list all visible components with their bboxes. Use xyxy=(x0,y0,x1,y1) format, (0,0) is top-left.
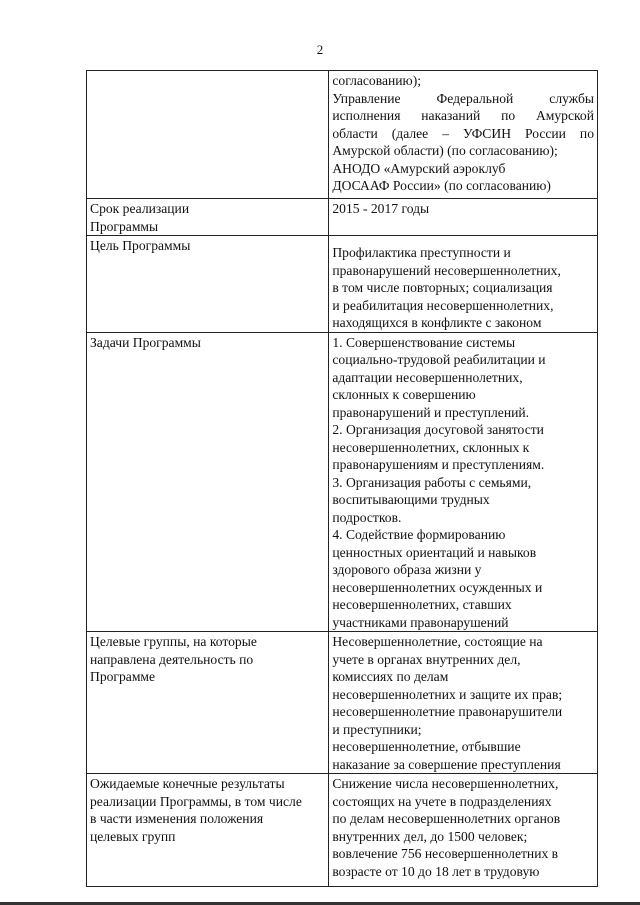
text-line: несовершеннолетних и защите их прав; xyxy=(332,686,563,702)
text-line: подростков. xyxy=(332,509,402,525)
text-line: 2. Организация досуговой занятости xyxy=(332,422,544,437)
text-line: и реабилитация несовершеннолетних, xyxy=(332,297,554,313)
text-line: вовлечение 756 несовершеннолетних в xyxy=(332,846,559,861)
text-line: наказание за совершение преступления xyxy=(332,756,561,772)
table-row xyxy=(87,332,598,632)
row-label: целевых групп xyxy=(90,828,176,844)
text-line: адаптации несовершеннолетних, xyxy=(332,369,523,385)
text-line: несовершеннолетних, ставших xyxy=(332,597,512,612)
text-line: социально-трудовой реабилитации и xyxy=(332,352,546,367)
row-label: Задачи Программы xyxy=(90,334,201,350)
text-line: несовершеннолетние правонарушители xyxy=(332,704,563,719)
tasks-label-cell xyxy=(87,332,329,632)
row-label: в части изменения положения xyxy=(90,811,264,826)
program-passport-table xyxy=(86,70,598,887)
text-line: склонных к совершению xyxy=(332,387,476,402)
text-line: исполнения наказаний по Амурской xyxy=(332,108,594,123)
row-label: Программе xyxy=(90,669,156,684)
table-row xyxy=(87,774,598,887)
text-line: несовершеннолетние, отбывшие xyxy=(332,739,521,754)
text-line: участниками правонарушений xyxy=(332,614,509,630)
row-label: Срок реализации xyxy=(90,201,190,216)
row-label: Программы xyxy=(90,218,159,234)
text-line: ДОСААФ России» (по согласованию) xyxy=(332,178,551,193)
text-line: 4. Содействие формированию xyxy=(332,527,506,542)
goal-value-cell xyxy=(329,236,598,333)
row-label: Ожидаемые конечные результаты xyxy=(90,776,285,791)
target-groups-value-cell xyxy=(329,632,598,774)
row-label: Целевые группы, на которые xyxy=(90,634,257,649)
page-number: 2 xyxy=(316,42,324,57)
text-line: Несовершеннолетние, состоящие на xyxy=(332,634,543,649)
text-line: Снижение числа несовершеннолетних, xyxy=(332,776,559,791)
results-label-cell xyxy=(87,774,329,887)
text-line: Управление Федеральной службы xyxy=(332,90,594,106)
text-line: в том числе повторных; социализация xyxy=(332,280,553,295)
text-line: находящихся в конфликте с законом xyxy=(332,315,542,330)
row-label-empty xyxy=(87,71,329,199)
text-line: возрасте от 10 до 18 лет в трудовую xyxy=(332,863,540,879)
text-line: согласованию); xyxy=(332,73,422,88)
text-line: несовершеннолетних осужденных и xyxy=(332,579,543,595)
term-value: 2015 - 2017 годы xyxy=(332,201,430,216)
text-line: комиссиях по делам xyxy=(332,669,449,684)
text-line: и преступники; xyxy=(332,721,422,737)
goal-label-cell xyxy=(87,236,329,333)
text-line: правонарушений и преступлений. xyxy=(332,404,530,420)
text-line: Амурской области) (по согласованию); xyxy=(332,143,558,158)
text-line: внутренних дел, до 1500 человек; xyxy=(332,828,528,844)
term-value-cell xyxy=(329,199,598,236)
text-line: правонарушениям и преступлениям. xyxy=(332,457,545,472)
table-row xyxy=(87,71,598,199)
text-line: состоящих на учете в подразделениях xyxy=(332,793,552,809)
text-line: несовершеннолетних, склонных к xyxy=(332,439,530,455)
text-line: правонарушений несовершеннолетних, xyxy=(332,262,561,278)
row-label: направлена деятельность по xyxy=(90,651,254,667)
table-row xyxy=(87,199,598,236)
table-row xyxy=(87,236,598,333)
text-line: воспитывающими трудных xyxy=(332,492,490,507)
term-label-cell xyxy=(87,199,329,236)
executors-cell xyxy=(329,71,598,199)
target-groups-label-cell xyxy=(87,632,329,774)
text-line: 3. Организация работы с семьями, xyxy=(332,474,532,490)
text-line: учете в органах внутренних дел, xyxy=(332,651,521,667)
text-line: здорового образа жизни у xyxy=(332,562,482,577)
text-line: по делам несовершеннолетних органов xyxy=(332,811,561,826)
results-value-cell xyxy=(329,774,598,887)
text-line: ценностных ориентаций и навыков xyxy=(332,544,537,560)
text-line: 1. Совершенствование системы xyxy=(332,334,516,350)
text-line: АНОДО «Амурский аэроклуб xyxy=(332,160,506,176)
text-line: Профилактика преступности и xyxy=(332,245,511,260)
text-line: области (далее – УФСИН России по xyxy=(332,125,594,141)
row-label: реализации Программы, в том числе xyxy=(90,793,302,809)
table-row xyxy=(87,632,598,774)
row-label: Цель Программы xyxy=(90,238,191,253)
tasks-value-cell xyxy=(329,332,598,632)
